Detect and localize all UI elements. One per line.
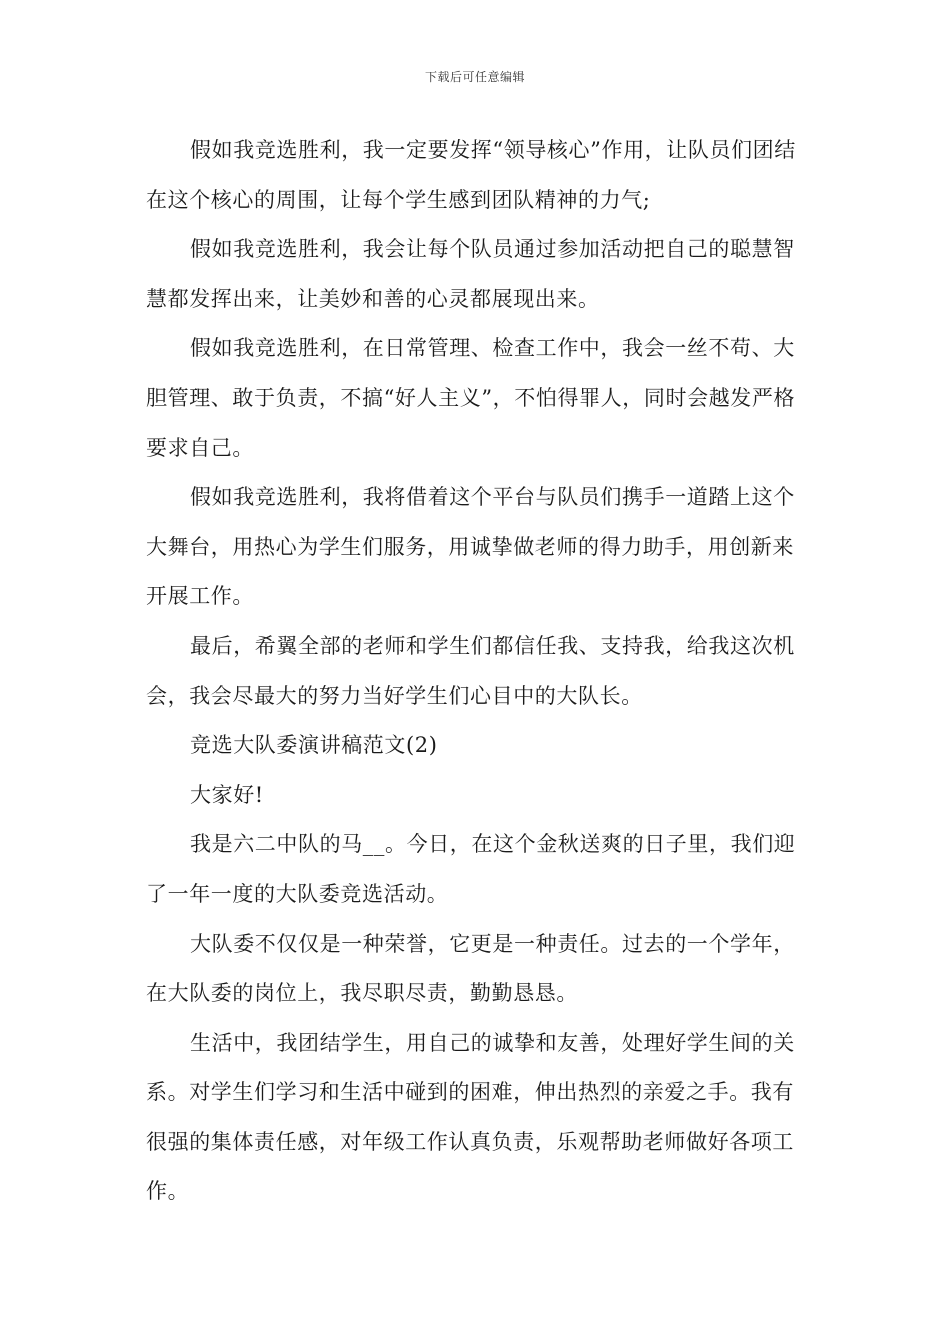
document-body: [146, 126, 806, 1217]
paragraph-2: 假如我竞选胜利，我会让每个队员通过参加活动把自己的聪慧智慧都发挥出来，让美妙和善的心灵都展现出来。: [146, 237, 795, 311]
paragraph-4: 假如我竞选胜利，我将借着这个平台与队员们携手一道踏上这个大舞台，用热心为学生们服务，用诚挚做老师的得力助手，用创新来开展工作。: [146, 485, 795, 609]
greeting: 大家好!: [190, 782, 264, 807]
paragraph-7: 大队委不仅仅是一种荣誉，它更是一种责任。过去的一个学年，在大队委的岗位上，我尽职尽责，勤勤恳恳。: [146, 931, 795, 1006]
paragraph-6: 我是六二中队的马__。今日，在这个金秋送爽的日子里，我们迎了一年一度的大队委竞选活动。: [146, 832, 796, 906]
page-header: 下载后可任意编辑: [424, 70, 525, 84]
section-title: 竞选大队委演讲稿范文(2): [190, 733, 438, 758]
paragraph-8: 生活中，我团结学生，用自己的诚挚和友善，处理好学生间的关系。对学生们学习和生活中碰到的困难，伸出热烈的亲爱之手。我有很强的集体责任感，对年级工作认真负责，乐观帮助老师做好各项工作。: [146, 1030, 795, 1204]
paragraph-1: 假如我竞选胜利，我一定要发挥“领导核心”作用，让队员们团结在这个核心的周围，让每个学生感到团队精神的力气;: [146, 138, 796, 212]
paragraph-5: 最后，希翼全部的老师和学生们都信任我、支持我，给我这次机会，我会尽最大的努力当好学生们心目中的大队长。: [146, 633, 795, 708]
paragraph-3: 假如我竞选胜利，在日常管理、检查工作中，我会一丝不苟、大胆管理、敢于负责，不搞“好人主义”，不怕得罪人，同时会越发严格要求自己。: [146, 336, 796, 460]
